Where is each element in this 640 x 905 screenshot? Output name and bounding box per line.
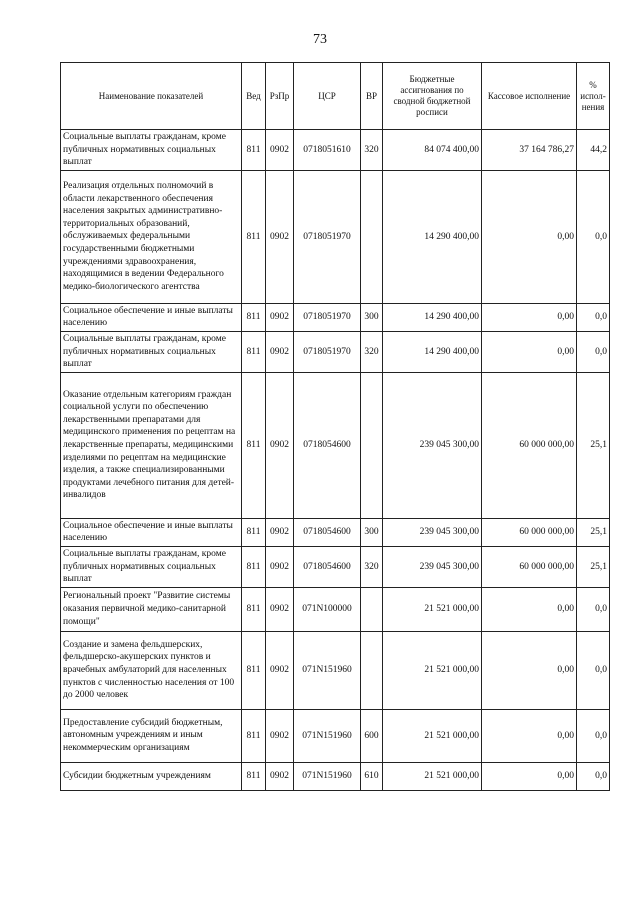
table-row — [61, 170, 610, 303]
row-budget: 14 290 400,00 — [383, 303, 482, 331]
row-vr: 300 — [361, 518, 383, 546]
header-name: Наименование показателей — [61, 63, 242, 130]
row-pct: 0,0 — [577, 303, 610, 331]
row-budget: 14 290 400,00 — [383, 170, 482, 303]
row-cash: 60 000 000,00 — [482, 518, 577, 546]
row-budget: 14 290 400,00 — [383, 331, 482, 372]
row-csr: 0718054600 — [294, 372, 361, 518]
row-budget: 239 045 300,00 — [383, 372, 482, 518]
row-ved: 811 — [242, 303, 266, 331]
row-csr: 0718051970 — [294, 331, 361, 372]
row-name: Оказание отдельным категориям граждан социальной услуги по обеспечению лекарственными препаратами для медицинского применения по рецептам на лекарственные препараты, медицинскими изделиями по рецептам на медицинские изделия, а также специализированными продуктами лечебного питания для детей-инвалидов — [61, 372, 242, 518]
header-csr: ЦСР — [294, 63, 361, 130]
row-ved: 811 — [242, 518, 266, 546]
row-name: Предоставление субсидий бюджетным, автономным учреждениям и иным некоммерческим организациям — [61, 709, 242, 762]
table-row — [61, 130, 610, 171]
row-csr: 071N151960 — [294, 631, 361, 709]
row-cash: 0,00 — [482, 631, 577, 709]
row-budget: 21 521 000,00 — [383, 709, 482, 762]
row-budget: 239 045 300,00 — [383, 546, 482, 587]
row-vr — [361, 631, 383, 709]
row-csr: 0718051970 — [294, 303, 361, 331]
table-row — [61, 303, 610, 331]
row-pct: 44,2 — [577, 130, 610, 171]
row-vr: 320 — [361, 130, 383, 171]
row-rzpr: 0902 — [266, 303, 294, 331]
table-row — [61, 762, 610, 790]
header-rzpr: РзПр — [266, 63, 294, 130]
header-budget: Бюджетные ассигнования по сводной бюджетной росписи — [383, 63, 482, 130]
row-pct: 0,0 — [577, 631, 610, 709]
row-rzpr: 0902 — [266, 631, 294, 709]
row-budget: 21 521 000,00 — [383, 587, 482, 631]
row-rzpr: 0902 — [266, 709, 294, 762]
table-header-row — [61, 63, 610, 130]
row-ved: 811 — [242, 331, 266, 372]
row-rzpr: 0902 — [266, 170, 294, 303]
row-pct: 25,1 — [577, 546, 610, 587]
row-budget: 239 045 300,00 — [383, 518, 482, 546]
row-budget: 84 074 400,00 — [383, 130, 482, 171]
row-vr: 300 — [361, 303, 383, 331]
table-row — [61, 546, 610, 587]
row-ved: 811 — [242, 587, 266, 631]
row-name: Субсидии бюджетным учреждениям — [61, 762, 242, 790]
row-ved: 811 — [242, 546, 266, 587]
row-name: Социальное обеспечение и иные выплаты населению — [61, 303, 242, 331]
row-rzpr: 0902 — [266, 762, 294, 790]
table-row — [61, 631, 610, 709]
row-cash: 0,00 — [482, 170, 577, 303]
row-csr: 0718051970 — [294, 170, 361, 303]
row-pct: 25,1 — [577, 372, 610, 518]
row-csr: 071N151960 — [294, 762, 361, 790]
row-name: Социальные выплаты гражданам, кроме публичных нормативных социальных выплат — [61, 130, 242, 171]
row-name: Социальные выплаты гражданам, кроме публичных нормативных социальных выплат — [61, 331, 242, 372]
row-rzpr: 0902 — [266, 518, 294, 546]
row-ved: 811 — [242, 762, 266, 790]
row-rzpr: 0902 — [266, 372, 294, 518]
row-ved: 811 — [242, 709, 266, 762]
row-ved: 811 — [242, 170, 266, 303]
row-name: Социальное обеспечение и иные выплаты населению — [61, 518, 242, 546]
row-vr: 320 — [361, 546, 383, 587]
row-rzpr: 0902 — [266, 587, 294, 631]
row-vr: 320 — [361, 331, 383, 372]
page-number: 73 — [313, 32, 327, 47]
row-pct: 0,0 — [577, 170, 610, 303]
row-pct: 0,0 — [577, 709, 610, 762]
row-vr — [361, 372, 383, 518]
row-pct: 0,0 — [577, 331, 610, 372]
header-pct: % испол-нения — [577, 63, 610, 130]
row-cash: 0,00 — [482, 762, 577, 790]
header-cash: Кассовое исполнение — [482, 63, 577, 130]
row-csr: 071N151960 — [294, 709, 361, 762]
row-pct: 0,0 — [577, 587, 610, 631]
header-vr: ВР — [361, 63, 383, 130]
row-pct: 25,1 — [577, 518, 610, 546]
row-cash: 0,00 — [482, 709, 577, 762]
row-cash: 0,00 — [482, 331, 577, 372]
row-vr — [361, 587, 383, 631]
row-rzpr: 0902 — [266, 130, 294, 171]
row-vr: 610 — [361, 762, 383, 790]
row-pct: 0,0 — [577, 762, 610, 790]
row-budget: 21 521 000,00 — [383, 762, 482, 790]
row-rzpr: 0902 — [266, 331, 294, 372]
row-rzpr: 0902 — [266, 546, 294, 587]
row-vr: 600 — [361, 709, 383, 762]
row-csr: 0718054600 — [294, 546, 361, 587]
table-row — [61, 372, 610, 518]
row-name: Реализация отдельных полномочий в области лекарственного обеспечения населения закрытых административно-территориальных образований, обслуживаемых федеральными государственными бюджетными учреждениями здравоохранения, находящимися в ведении Федерального медико-биологического агентства — [61, 170, 242, 303]
row-csr: 0718051610 — [294, 130, 361, 171]
row-cash: 0,00 — [482, 587, 577, 631]
row-name: Социальные выплаты гражданам, кроме публичных нормативных социальных выплат — [61, 546, 242, 587]
row-cash: 60 000 000,00 — [482, 546, 577, 587]
row-vr — [361, 170, 383, 303]
table-row — [61, 587, 610, 631]
header-ved: Вед — [242, 63, 266, 130]
row-csr: 0718054600 — [294, 518, 361, 546]
table-row — [61, 331, 610, 372]
row-cash: 0,00 — [482, 303, 577, 331]
row-name: Региональный проект "Развитие системы оказания первичной медико-санитарной помощи" — [61, 587, 242, 631]
budget-execution-table — [60, 62, 610, 791]
table-row — [61, 518, 610, 546]
row-csr: 071N100000 — [294, 587, 361, 631]
row-ved: 811 — [242, 372, 266, 518]
row-ved: 811 — [242, 130, 266, 171]
table-row — [61, 709, 610, 762]
row-cash: 37 164 786,27 — [482, 130, 577, 171]
row-ved: 811 — [242, 631, 266, 709]
row-budget: 21 521 000,00 — [383, 631, 482, 709]
row-name: Создание и замена фельдшерских, фельдшерско-акушерских пунктов и врачебных амбулаторий для населенных пунктов с численностью населения от 100 до 2000 человек — [61, 631, 242, 709]
row-cash: 60 000 000,00 — [482, 372, 577, 518]
